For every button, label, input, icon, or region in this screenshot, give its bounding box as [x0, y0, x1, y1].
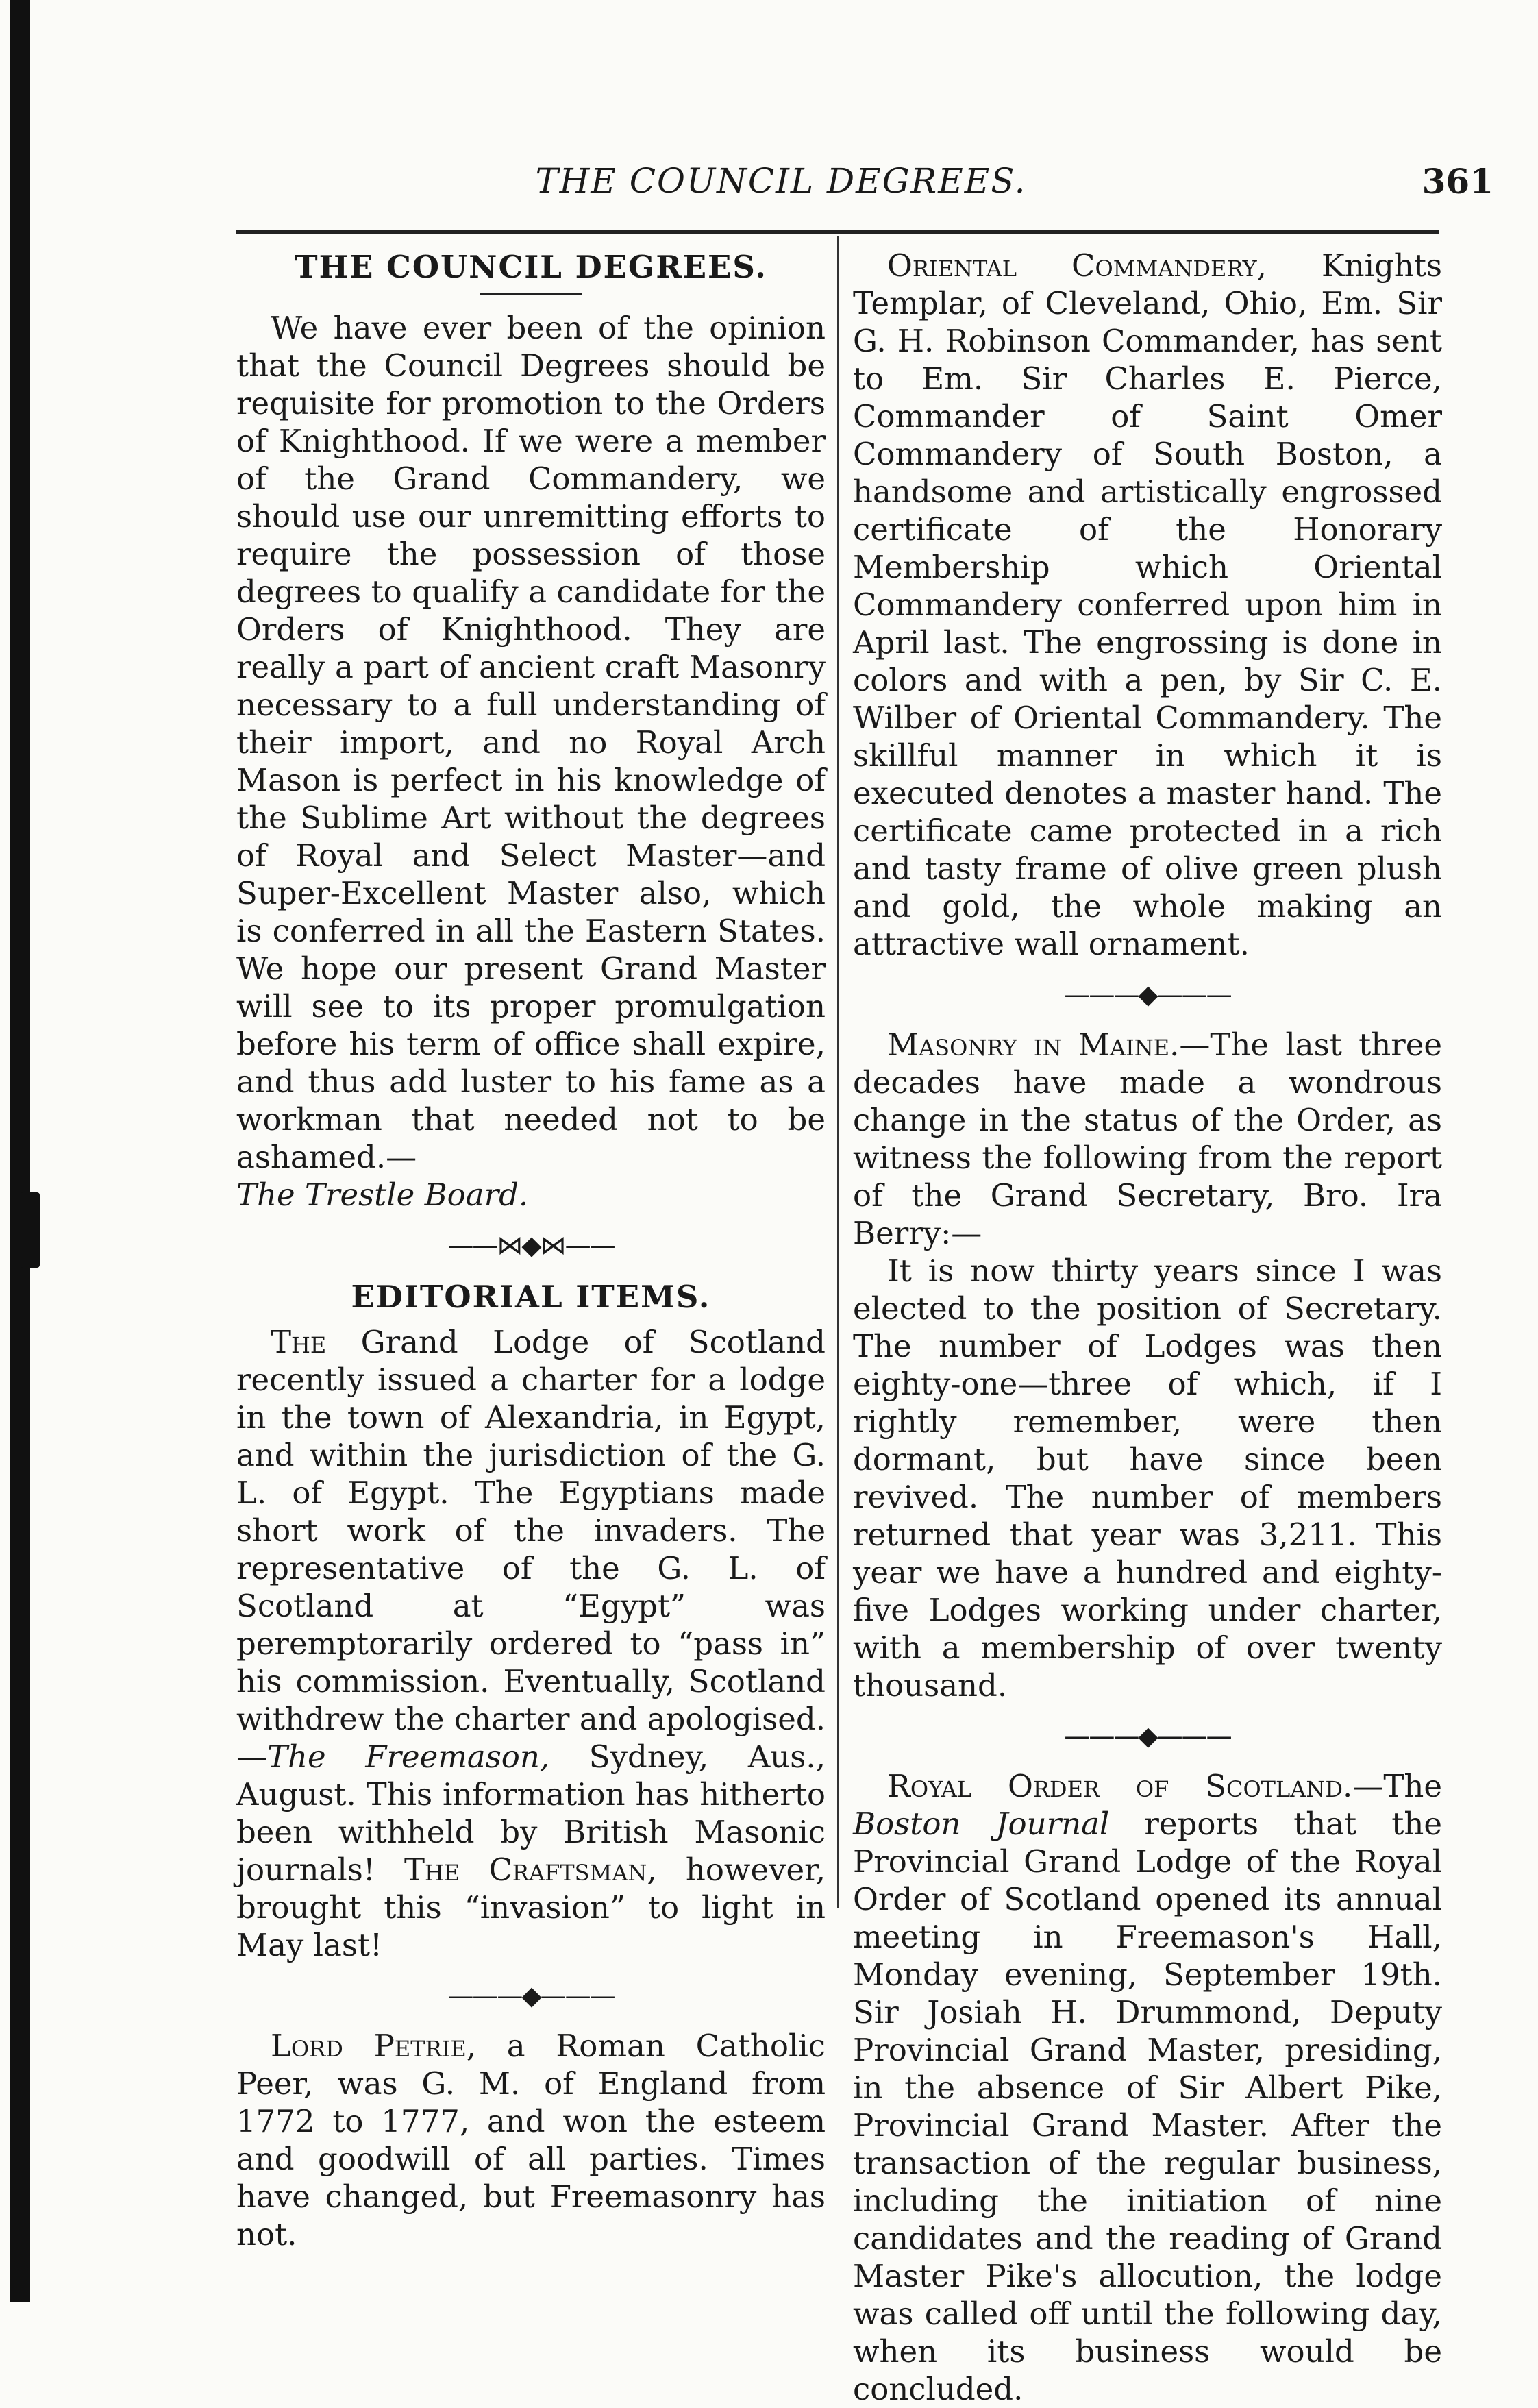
lead-word: Royal Order of Scotland.: [887, 1768, 1353, 1804]
article-heading-council-degrees: THE COUNCIL DEGREES.: [295, 249, 767, 285]
binding-mark: [21, 1192, 40, 1268]
book-spine-edge: [10, 0, 30, 2302]
article-body-masonry-in-maine: [853, 1026, 1442, 1252]
lead-word: Masonry in Maine.: [887, 1027, 1180, 1063]
article-source: The Trestle Board.: [236, 1177, 529, 1213]
right-column: [853, 247, 1442, 2408]
article-body-oriental-commandery: [853, 247, 1442, 963]
running-title: THE COUNCIL DEGREES.: [535, 161, 1027, 201]
article-body-council-degrees: [236, 309, 826, 1214]
article-text: Sydney, Aus., August. This information has hitherto been withheld by British Masonic journals!: [236, 1739, 826, 1888]
article-text: Grand Lodge of Scotland recently issued a charter for a lodge in the town of Alexandria, in Egypt, and within the jurisdiction of the G. L. of Egypt. The Egyptians made short work of the invaders. The representative of the G. L. of Scotland at “Egypt” was peremptorarily ordered to “pass in” his commission. Eventually, Scotland withdrew the charter and apologised.—: [236, 1324, 826, 1775]
heading-rule: [480, 293, 582, 295]
article-body-lord-petrie: [236, 2027, 826, 2253]
article-text: however, brought this “invasion” to light in May last!: [236, 1852, 826, 1963]
article-text: reports that the Provincial Grand Lodge of the Royal Order of Scotland opened its annual meeting in Freemason's Hall, Monday evening, September 19th. Sir Josiah H. Drummond, Deputy Provincial Grand Master, presiding, in the absence of Sir Albert Pike, Provincial Grand Master. After the transaction of the regular business, including the initiation of nine candidates and the reading of Grand Master Pike's allocution, the lodge was called off until the following day, when its business would be concluded.: [853, 1806, 1442, 2407]
lead-word: The: [271, 1324, 327, 1360]
article-text: We have ever been of the opinion that the Council Degrees should be requisite for promotion to the Orders of Knighthood. If we were a member of the Grand Commandery, we should use our unremitting efforts to require the possession of those degrees to qualify a candidate for the Orders of Knighthood. They are really a part of ancient craft Masonry necessary to a full understanding of their import, and no Royal Arch Mason is perfect in his knowledge of the Sublime Art without the degrees of Royal and Select Master—and Super-Excellent Master also, which is conferred in all the Eastern States. We hope our present Grand Master will see to its proper promulgation before his term of office shall expire, and thus add luster to his fame as a workman that needed not to be ashamed.—: [236, 310, 826, 1175]
quoted-report: It is now thirty years since I was elected to the position of Secretary. The number of Lodges was then eighty-one—three of which, if I rightly remember, were then dormant, but have since been revived. The number of members returned that year was 3,211. This year we have a hundred and eighty-five Lodges working under charter, with a membership of over twenty thousand.: [853, 1253, 1442, 1704]
left-column: [236, 247, 826, 2253]
header-rule: [236, 230, 1439, 234]
page-number: 361: [1422, 161, 1493, 201]
section-ornament: ——⋈◆⋈——: [447, 1230, 615, 1260]
article-source: The Freemason,: [267, 1739, 550, 1775]
section-ornament: ———◆———: [447, 1980, 615, 2011]
lead-word: Lord Petrie,: [271, 2028, 477, 2064]
article-text: a Roman Catholic Peer, was G. M. of England from 1772 to 1777, and won the esteem and goodwill of all parties. Times have changed, but Freemasonry has not.: [236, 2028, 826, 2252]
article-body-royal-order-scotland: [853, 1767, 1442, 2408]
article-text: —The last three decades have made a wondrous change in the status of the Order, as witness the following from the report of the Grand Secretary, Bro. Ira Berry:—: [853, 1027, 1442, 1251]
article-text: —The: [1352, 1768, 1442, 1804]
article-text: Knights Templar, of Cleveland, Ohio, Em. Sir G. H. Robinson Commander, has sent to Em. Sir Charles E. Pierce, Commander of Saint Omer Commandery of South Boston, a handsome and artistically engrossed certificate of the Honorary Membership which Oriental Commandery conferred upon him in April last. The engrossing is done in colors and with a pen, by Sir C. E. Wilber of Oriental Commandery. The skillful manner in which it is executed denotes a master hand. The certificate came protected in a rich and tasty frame of olive green plush and gold, the whole making an attractive wall ornament.: [853, 247, 1442, 962]
section-ornament: ———◆———: [1064, 979, 1231, 1009]
article-body-grand-lodge-scotland: [236, 1323, 826, 1964]
publication-name: The Craftsman,: [404, 1852, 657, 1888]
page-header: [233, 161, 1493, 209]
article-source: Boston Journal: [853, 1806, 1110, 1842]
lead-word: Oriental Commandery,: [887, 247, 1267, 284]
section-ornament: ———◆———: [1064, 1721, 1231, 1751]
article-heading-editorial-items: EDITORIAL ITEMS.: [351, 1279, 711, 1315]
column-divider: [837, 236, 839, 1908]
